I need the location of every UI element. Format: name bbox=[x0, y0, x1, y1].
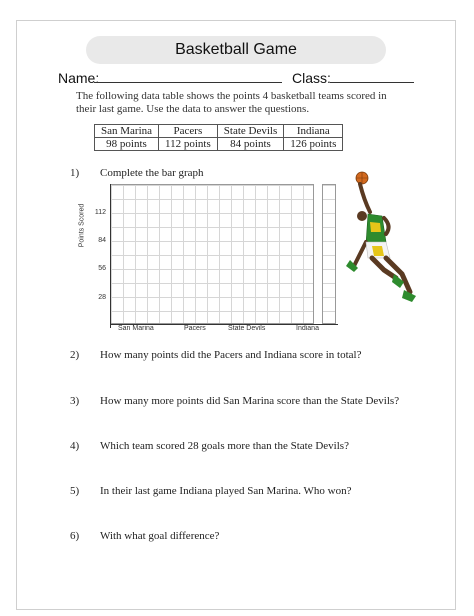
table-cell: 112 points bbox=[159, 138, 218, 151]
head bbox=[357, 211, 367, 221]
question-number-4: 4) bbox=[70, 440, 80, 452]
question-text-1: Complete the bar graph bbox=[100, 167, 204, 179]
bar-graph-grid[interactable] bbox=[110, 184, 314, 324]
table-row-teams bbox=[95, 125, 343, 138]
name-field-line[interactable] bbox=[94, 82, 282, 83]
y-axis bbox=[110, 184, 111, 328]
class-field-line[interactable] bbox=[330, 82, 414, 83]
x-tick-label: San Marina bbox=[118, 325, 154, 332]
x-tick-label: Pacers bbox=[184, 325, 206, 332]
table-cell: 84 points bbox=[217, 138, 283, 151]
table-cell: Indiana bbox=[284, 125, 343, 138]
question-number-5: 5) bbox=[70, 485, 80, 497]
question-text-3: How many more points did San Marina score than the State Devils? bbox=[100, 395, 400, 407]
jersey-number bbox=[370, 222, 381, 232]
x-tick-label: Indiana bbox=[296, 325, 319, 332]
class-label: Class: bbox=[292, 70, 331, 86]
y-tick-label: 84 bbox=[98, 237, 106, 244]
question-text-4: Which team scored 28 goals more than the State Devils? bbox=[100, 440, 349, 452]
question-text-2: How many points did the Pacers and Indiana score in total? bbox=[100, 349, 362, 361]
question-text-5: In their last game Indiana played San Marina. Who won? bbox=[100, 485, 352, 497]
question-number-1: 1) bbox=[70, 167, 80, 179]
name-label: Name: bbox=[58, 70, 100, 86]
points-table bbox=[94, 124, 343, 151]
question-text-6: With what goal difference? bbox=[100, 530, 220, 542]
table-cell: Pacers bbox=[159, 125, 218, 138]
arm bbox=[360, 184, 370, 212]
table-cell: San Marina bbox=[95, 125, 159, 138]
question-number-2: 2) bbox=[70, 349, 80, 361]
intro-text: The following data table shows the points 4 basketball teams scored in their last game. Use the data to answer the questions. bbox=[76, 90, 387, 115]
question-number-3: 3) bbox=[70, 395, 80, 407]
table-cell: 126 points bbox=[284, 138, 343, 151]
y-tick-label: 56 bbox=[98, 265, 106, 272]
table-cell: 98 points bbox=[95, 138, 159, 151]
y-axis-label: Points Scored bbox=[78, 203, 86, 248]
basketball-player-illustration bbox=[340, 170, 424, 310]
y-tick-label: 28 bbox=[98, 294, 106, 301]
table-row-points bbox=[95, 138, 343, 151]
question-number-6: 6) bbox=[70, 530, 80, 542]
y-tick-label: 112 bbox=[94, 209, 106, 216]
bar-graph-grid-extra-column[interactable] bbox=[322, 184, 336, 324]
worksheet-title: Basketball Game bbox=[86, 36, 386, 64]
x-tick-label: State Devils bbox=[228, 325, 266, 332]
table-cell: State Devils bbox=[217, 125, 283, 138]
